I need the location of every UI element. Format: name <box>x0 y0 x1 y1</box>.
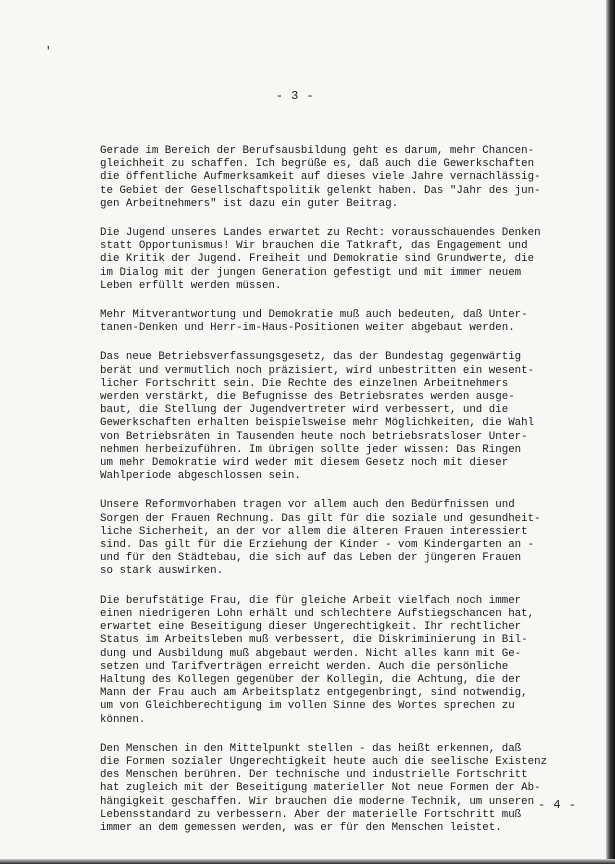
scan-edge-bottom <box>0 859 615 864</box>
text-line: baut, die Stellung der Jugendvertreter wird verbessert, und die <box>100 404 509 417</box>
next-page-marker: - 4 - <box>538 798 577 812</box>
scan-edge-right <box>606 0 615 864</box>
text-line: Unsere Reformvorhaben tragen vor allem auch den Bedürfnissen und <box>100 499 515 512</box>
text-line: tanen-Denken und Herr-im-Haus-Positionen weiter abgebaut werden. <box>100 322 515 335</box>
paragraph <box>100 309 582 335</box>
text-line: erwartet eine Beseitigung dieser Ungerechtigkeit. Ihr rechtlicher <box>100 621 522 634</box>
text-line: hat zugleich mit der Beseitigung materieller Not neue Formen der Ab- <box>100 782 541 795</box>
text-line: hängigkeit geschaffen. Wir brauchen die moderne Technik, um unseren <box>100 795 535 808</box>
text-line: nehmen herbeizuführen. Im übrigen sollte jeder wissen: Das Ringen <box>100 443 522 456</box>
text-line: die Kritik der Jugend. Freiheit und Demokratie sind Grundwerte, die <box>100 253 535 266</box>
text-line: gen Arbeitnehmers" ist dazu ein guter Beitrag. <box>100 197 399 210</box>
paragraph <box>100 351 582 483</box>
text-line: Haltung des Kollegen gegenüber der Kollegin, die Achtung, die der <box>100 673 522 686</box>
text-line: sind. Das gilt für die Erziehung der Kinder - vom Kindergarten an - <box>100 539 535 552</box>
scan-speck: ′ <box>45 46 52 58</box>
text-line: Status im Arbeitsleben muß verbessert, die Diskriminierung in Bil- <box>100 634 528 647</box>
text-line: können. <box>100 713 146 726</box>
text-line: Die berufstätige Frau, die für gleiche Arbeit vielfach noch immer <box>100 594 522 607</box>
body-text <box>100 145 582 851</box>
text-line: die öffentliche Aufmerksamkeit auf dieses viele Jahre vernachlässig- <box>100 171 541 184</box>
paragraph <box>100 499 582 578</box>
text-line: licher Fortschritt sein. Die Rechte des einzelnen Arbeitnehmers <box>100 377 509 390</box>
text-line: die Formen sozialer Ungerechtigkeit heute auch die seelische Existenz <box>100 755 548 768</box>
text-line: um mehr Demokratie wird weder mit diesem Gesetz noch mit dieser <box>100 457 509 470</box>
text-line: te Gebiet der Gesellschaftspolitik gelenkt haben. Das "Jahr des jun- <box>100 184 541 197</box>
text-line: im Dialog mit der jungen Generation gefestigt und mit immer neuem <box>100 266 522 279</box>
text-line: Gewerkschaften erhalten beispielsweise mehr Möglichkeiten, die Wahl <box>100 417 535 430</box>
page-number: - 3 - <box>275 89 315 103</box>
text-line: Die Jugend unseres Landes erwartet zu Recht: vorausschauendes Denken <box>100 227 541 240</box>
paragraph <box>100 743 582 835</box>
text-line: statt Opportunismus! Wir brauchen die Tatkraft, das Engagement und <box>100 240 528 253</box>
text-line: von Betriebsräten in Tausenden heute noch betriebsratsloser Unter- <box>100 430 528 443</box>
text-line: Sorgen der Frauen Rechnung. Das gilt für die soziale und gesundheit- <box>100 512 541 525</box>
text-line: dung und Ausbildung muß abgebaut werden. Nicht alles kann mit Ge- <box>100 647 522 660</box>
text-line: Leben erfüllt werden müssen. <box>100 279 282 292</box>
text-line: um von Gleichberechtigung im vollen Sinne des Wortes sprechen zu <box>100 700 515 713</box>
text-line: werden verstärkt, die Befugnisse des Betriebsrates werden ausge- <box>100 391 515 404</box>
text-line: und für den Städtebau, die sich auf das Leben der jüngeren Frauen <box>100 552 522 565</box>
text-line: einen niedrigeren Lohn erhält und schlechtere Aufstiegschancen hat, <box>100 607 535 620</box>
text-line: Mann der Frau auch am Arbeitsplatz entgegenbringt, sind notwendig, <box>100 687 528 700</box>
text-line: Das neue Betriebsverfassungsgesetz, das der Bundestag gegenwärtig <box>100 351 522 364</box>
text-line: so stark auswirken. <box>100 565 224 578</box>
text-line: Mehr Mitverantwortung und Demokratie muß auch bedeuten, daß Unter- <box>100 309 528 322</box>
paragraph <box>100 227 582 293</box>
text-line: Wahlperiode abgeschlossen sein. <box>100 470 301 483</box>
text-line: Gerade im Bereich der Berufsausbildung geht es darum, mehr Chancen- <box>100 145 535 157</box>
text-line: setzen und Tarifverträgen erreicht werden. Auch die persönliche <box>100 660 509 673</box>
text-line: gleichheit zu schaffen. Ich begrüße es, daß auch die Gewerkschaften <box>100 158 535 171</box>
text-line: berät und vermutlich noch präzisiert, wird unbestritten ein wesent- <box>100 364 535 377</box>
text-line: des Menschen berühren. Der technische und industrielle Fortschritt <box>100 769 528 782</box>
paragraph <box>100 595 582 727</box>
text-line: Den Menschen in den Mittelpunkt stellen - das heißt erkennen, daß <box>100 742 522 755</box>
text-line: Lebensstandard zu verbessern. Aber der materielle Fortschritt muß <box>100 808 522 821</box>
text-line: immer an dem gemessen werden, was er für den Menschen leistet. <box>100 821 502 834</box>
text-line: liche Sicherheit, an der vor allem die älteren Frauen interessiert <box>100 525 528 538</box>
paragraph <box>100 145 582 211</box>
